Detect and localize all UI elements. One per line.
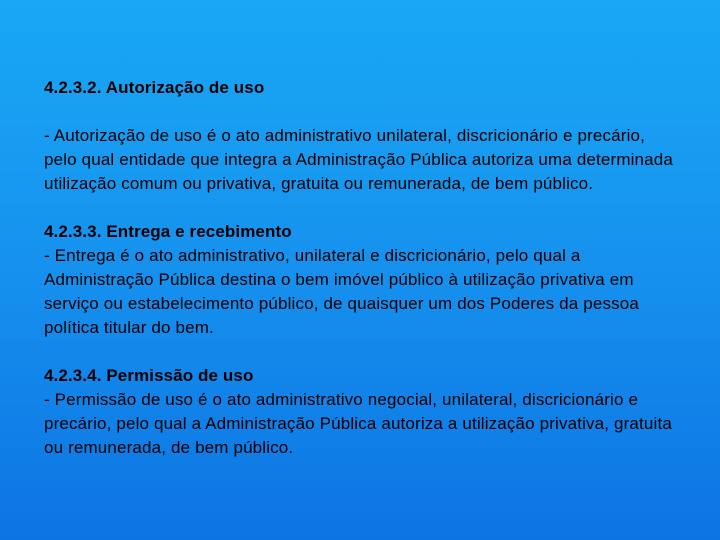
- section-heading: 4.2.3.3. Entrega e recebimento: [44, 222, 292, 241]
- section-autorizacao-de-uso: [44, 76, 680, 196]
- section-body: - Autorização de uso é o ato administrativo unilateral, discricionário e precário, pelo qual entidade que integra a Administração Pública autoriza uma determinada utilização comum ou privativa, gratuita ou remunerada, de bem público.: [44, 126, 673, 193]
- section-entrega-e-recebimento: [44, 220, 680, 340]
- section-body: - Entrega é o ato administrativo, unilateral e discricionário, pelo qual a Administração Pública destina o bem imóvel público à utilização privativa em serviço ou estabelecimento público, de quaisquer um dos Poderes da pessoa política titular do bem.: [44, 246, 639, 337]
- section-heading: 4.2.3.4. Permissão de uso: [44, 366, 254, 385]
- section-permissao-de-uso: [44, 364, 680, 460]
- section-heading: 4.2.3.2. Autorização de uso: [44, 78, 265, 97]
- section-body: - Permissão de uso é o ato administrativo negocial, unilateral, discricionário e precário, pelo qual a Administração Pública autoriza a utilização privativa, gratuita ou remunerada, de bem público.: [44, 390, 672, 457]
